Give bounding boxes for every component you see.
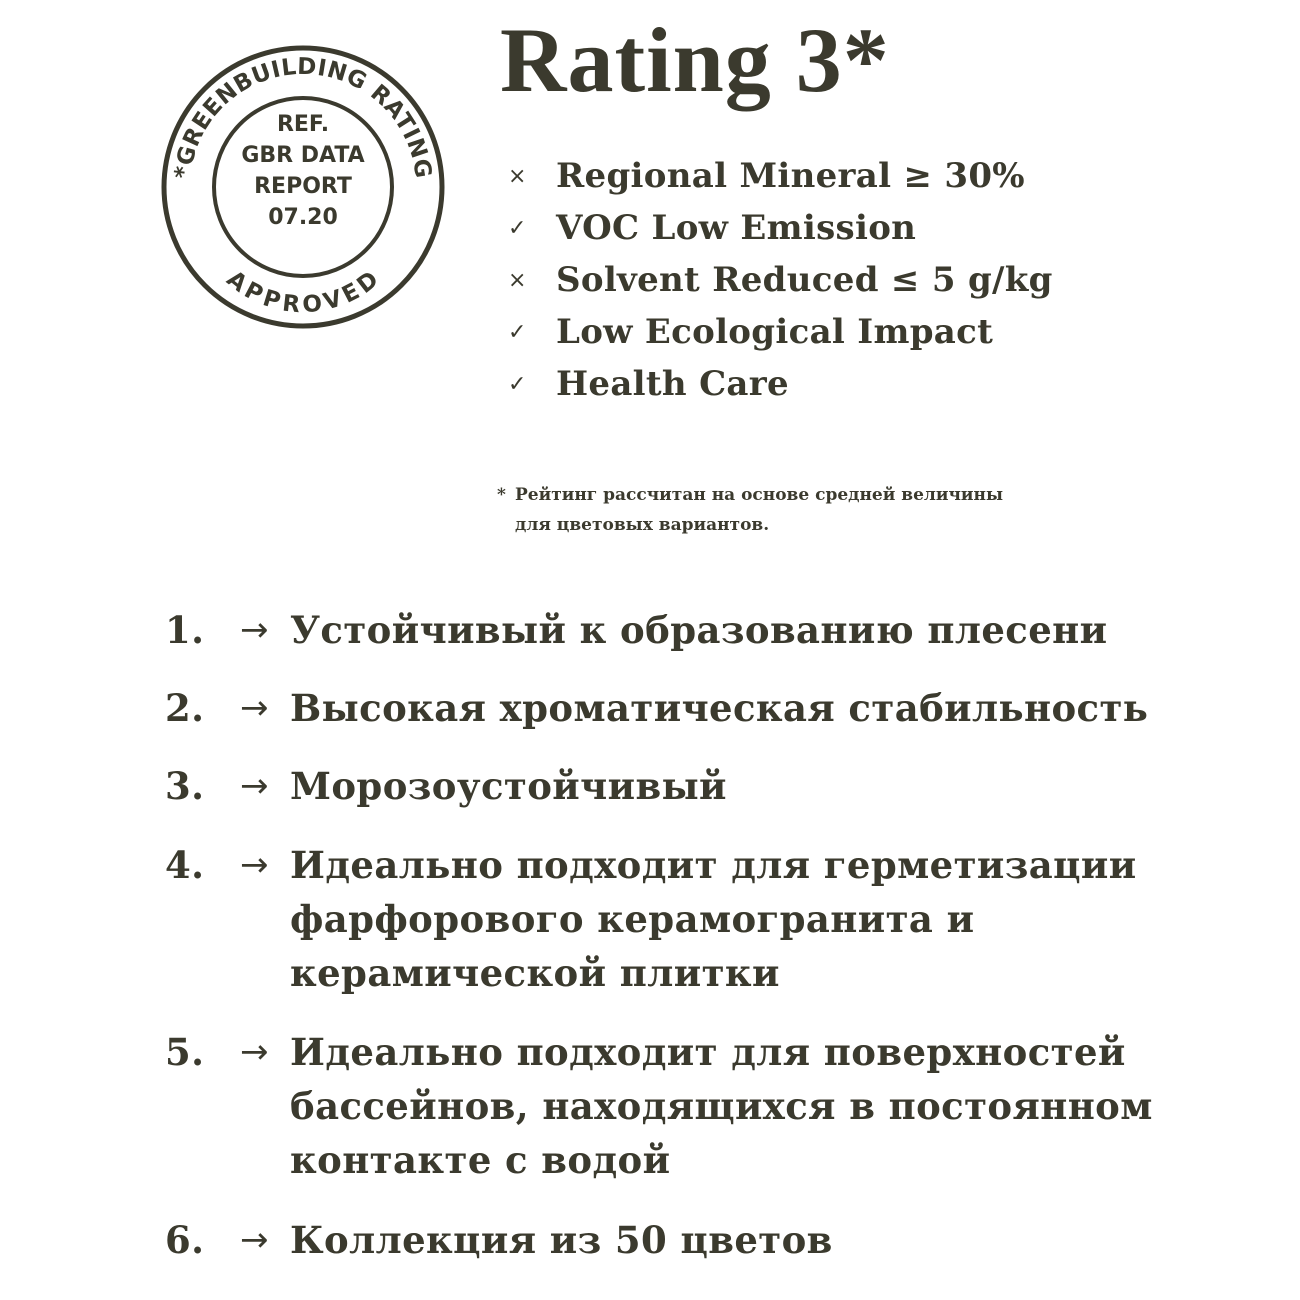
footnote-line-1: Рейтинг рассчитан на основе средней величины (515, 485, 1004, 505)
feature-text: Идеально подходит для герметизации фарфорового керамогранита и керамической плитки (290, 843, 1137, 995)
criteria-label: Regional Mineral ≥ 30% (556, 156, 1025, 196)
arrow-right-icon: → (240, 1220, 269, 1260)
feature-text: Морозоустойчивый (290, 764, 727, 808)
criteria-label: VOC Low Emission (556, 208, 917, 248)
arrow-right-icon: → (240, 766, 269, 806)
features-list (165, 603, 1170, 1267)
criteria-list (508, 150, 1053, 410)
arrow-right-icon: → (240, 610, 269, 650)
feature-item (165, 1213, 1170, 1267)
criteria-label: Solvent Reduced ≤ 5 g/kg (556, 260, 1053, 300)
feature-text: Устойчивый к образованию плесени (290, 608, 1108, 652)
rating-title: Rating 3* (500, 9, 890, 111)
criteria-item (508, 150, 1053, 202)
feature-text: Коллекция из 50 цветов (290, 1218, 833, 1262)
feature-item (165, 1025, 1170, 1187)
arrow-right-icon: → (240, 845, 269, 885)
stamp-line-report: REPORT (254, 174, 352, 199)
feature-item (165, 603, 1170, 657)
feature-number: 1. (165, 608, 205, 652)
stamp-line-ref: REF. (276, 112, 330, 137)
criteria-label: Health Care (556, 364, 789, 404)
feature-number: 2. (165, 686, 205, 730)
stamp-line-gbr-data: GBR DATA (241, 143, 365, 168)
criteria-item (508, 358, 1053, 410)
feature-number: 6. (165, 1218, 205, 1262)
stamp-arc-top: *GREENBUILDING RATING (170, 53, 436, 181)
criteria-label: Low Ecological Impact (556, 312, 994, 352)
footnote-asterisk: * (497, 485, 506, 505)
stamp-line-date: 07.20 (268, 205, 338, 230)
check-icon: ✓ (508, 215, 527, 241)
cross-icon: × (508, 163, 527, 189)
footnote-line-2: для цветовых вариантов. (515, 515, 770, 535)
feature-item (165, 681, 1170, 735)
feature-text: Высокая хроматическая стабильность (290, 686, 1149, 730)
greenbuilding-rating-stamp (160, 44, 446, 330)
arrow-right-icon: → (240, 688, 269, 728)
feature-text: Идеально подходит для поверхностей бассейнов, находящихся в постоянном контакте с водой (290, 1030, 1153, 1182)
cross-icon: × (508, 267, 527, 293)
criteria-item (508, 306, 1053, 358)
criteria-item (508, 254, 1053, 306)
criteria-item (508, 202, 1053, 254)
feature-item (165, 838, 1170, 1000)
feature-item (165, 759, 1170, 813)
arrow-right-icon: → (240, 1032, 269, 1072)
stamp-arc-bottom: APPROVED (221, 265, 385, 319)
rating-footnote (497, 480, 1157, 540)
feature-number: 5. (165, 1030, 205, 1074)
feature-number: 4. (165, 843, 205, 887)
check-icon: ✓ (508, 371, 527, 397)
check-icon: ✓ (508, 319, 527, 345)
feature-number: 3. (165, 764, 205, 808)
